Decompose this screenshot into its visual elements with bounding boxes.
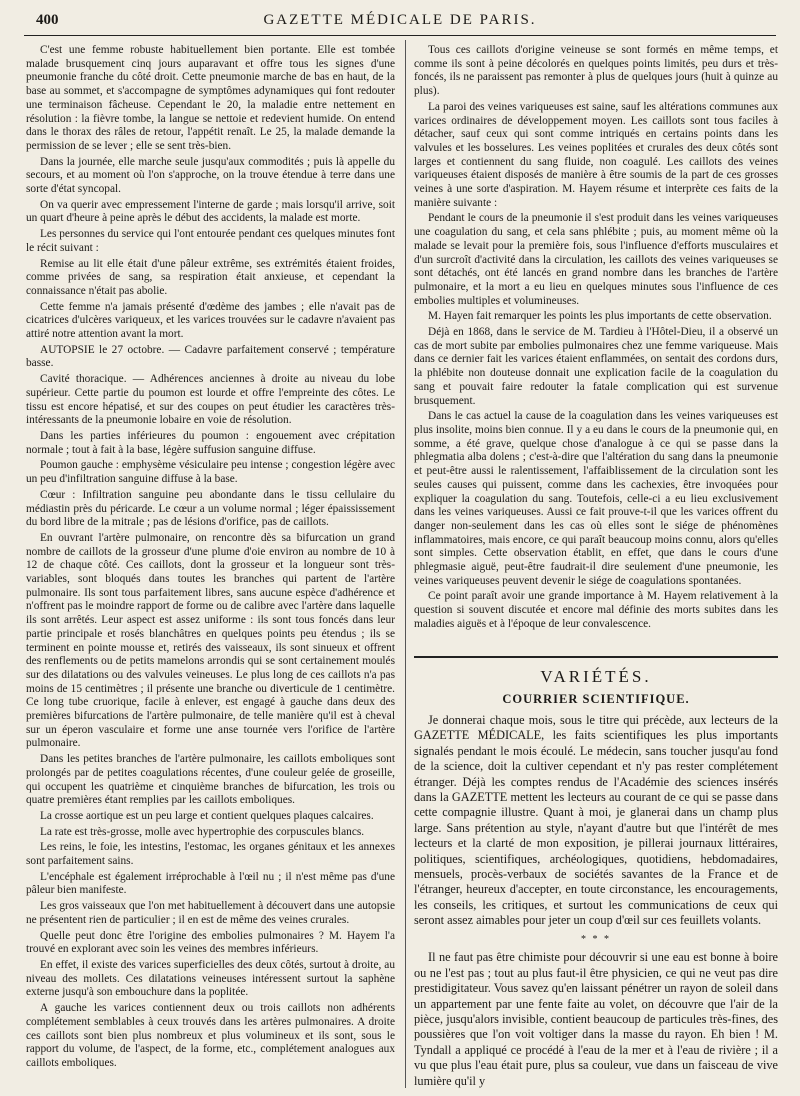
right-column (414, 44, 778, 1090)
paragraph: Les reins, le foie, les intestins, l'estomac, les organes génitaux et les annexes sont parfaitement sains. (26, 841, 395, 868)
paragraph: Dans les petites branches de l'artère pulmonaire, les caillots emboliques sont prolongés par de petites coagulations récentes, d'une couleur gelée de groseille, qui occupent les quatrième et cinquième branches de bifurcation, les trois ou quatre premières étant remplies par les caillots emboliques. (26, 753, 395, 807)
page-header (24, 8, 776, 34)
paragraph: La paroi des veines variqueuses est saine, sauf les altérations communes aux varices ordinaires de développement moyen. Les caillots sont tous faciles à détacher, sauf ceux qui sont comme intriqués en certains points dans les valvules et les bosselures. Les veines poplitées et crurales des deux côtés sont larges et contiennent du sang fluide, non coagulé. Les caillots des veines variqueuses étaient disposés de manière à être soumis de la part de ces grosses veines à une sorte d'aspiration. M. Hayem résume et interprète ces faits de la manière suivante : (414, 100, 778, 209)
paragraph: On va querir avec empressement l'interne de garde ; mais lorsqu'il arrive, soit un quart d'heure à peine après le début des accidents, la malade est morte. (26, 198, 395, 225)
journal-title: GAZETTE MÉDICALE DE PARIS. (263, 12, 537, 28)
paragraph: Cavité thoracique. — Adhérences anciennes à droite au niveau du lobe supérieur. Cette partie du poumon est lourde et offre l'empreinte des côtes. Le tissu est encore hépatisé, et sur des coupes on peut étudier les caractères très-intéressants de la pneumonie lobaire en voie de résolution. (26, 373, 395, 427)
paragraph: Il ne faut pas être chimiste pour découvrir si une eau est bonne à boire ou ne l'est pas ; tout au plus faut-il être physicien, ce qui ne veut pas dire prestidigitateur. Vous savez qu'en laissant pénétrer un rayon de soleil dans un appartement par une fente faite au volet, on découvre que l'air de la pièce, jusqu'alors invisible, contient beaucoup de particules très-fines, des poussières que l'on voit voltiger dans la masse du rayon. Eh bien ! M. Tyndall a appliqué ce procédé à l'eau de la mer et à l'eau de rivière ; il a vu que plus l'eau était pure, plus sa couleur, vue dans un faisceau de vive lumière qu'il y (414, 950, 778, 1088)
paragraph: Quelle peut donc être l'origine des embolies pulmonaires ? M. Hayem l'a trouvé en explorant avec soin les veines des membres inférieurs. (26, 929, 395, 956)
paragraph: AUTOPSIE le 27 octobre. — Cadavre parfaitement conservé ; température basse. (26, 343, 395, 370)
section-rule (414, 656, 778, 658)
column-divider (405, 40, 406, 1088)
paragraph: Déjà en 1868, dans le service de M. Tardieu à l'Hôtel-Dieu, il a observé un cas de mort subite par embolies pulmonaires chez une femme variqueuse. Mais dans ce dernier fait les varices étaient enflammées, on sentait des cordons durs, la phlébite non douteuse donnait une explication facile de la coagulation du sang et pouvait faire redouter la fatale complication qui est survenue brusquement. (414, 326, 778, 407)
left-column (26, 44, 395, 1090)
paragraph: Dans le cas actuel la cause de la coagulation dans les veines variqueuses est plus insolite, moins bien connue. Il y a eu dans le cours de la pneumonie qui, en somme, a été grave, quelque chose d'analogue à ce qui se passe dans la phlegmatia alba dolens ; c'est-à-dire que l'altération du sang dans la pneumonie et peut-être aussi le ralentissement, l'affaiblissement de la circulation sont les seules causes qui puissent, comme dans les cachexies, être invoquées pour expliquer la coagulation du sang. Toutefois, celle-ci a eu lieu exclusivement dans les veines variqueuses. Aussi ce fait prouve-t-il que les varices offrent du danger non-seulement dans les cas où elles sont le siége de phénomènes inflammatoires, mais encore, ce qui paraît beaucoup moins connu, alors qu'elles sont simples. Cette observation établit, en effet, que dans le cours d'une phlegmasie aiguë, peut-être faudrait-il dire seulement d'une pneumonie, les veines variqueuses peuvent devenir le siége de coagulations spontanées. (414, 410, 778, 587)
paragraph: Dans les parties inférieures du poumon : engouement avec crépitation normale ; tout à fait à la base, légère suffusion sanguine diffuse. (26, 429, 395, 456)
paragraph: Poumon gauche : emphysème vésiculaire peu intense ; congestion légère avec un peu d'infiltration sanguine diffuse à la base. (26, 459, 395, 486)
paragraph: La rate est très-grosse, molle avec hypertrophie des corpuscules blancs. (40, 825, 365, 838)
section-title: VARIÉTÉS. (540, 666, 652, 686)
paragraph: Dans la journée, elle marche seule jusqu'aux commodités ; puis là appelle du secours, et au moment où l'on s'approche, on la trouve étendue à terre dans une sorte d'état syncopal. (26, 155, 395, 196)
header-rule (24, 35, 776, 36)
paragraph: Les personnes du service qui l'ont entourée pendant ces quelques minutes font le récit suivant : (26, 228, 395, 254)
varietes-section (414, 666, 778, 1089)
paragraph: C'est une femme robuste habituellement bien portante. Elle est tombée malade brusquement cinq jours auparavant et offre tous les signes d'une pneumonie franche du côté droit. Cette pneumonie marche de bas en haut, de la base au sommet, et s'accompagne de symptômes adynamiques qui font redouter une terminaison fâcheuse. Cependant le 20, la maladie entre nettement en résolution : la fièvre tombe, la langue se nettoie et redevient humide. On entend dans le thorax des râles de retour, l'appétit renaît. Le 25, la malade demande la permission de se lever ; elle se sent très-bien. (26, 44, 395, 152)
paragraph: Pendant le cours de la pneumonie il s'est produit dans les veines variqueuses une coagulation du sang, et cela sans phlébite ; puis, au moment même où la malade se levait pour la première fois, sous l'influence d'efforts musculaires et d'un surcroît d'activité dans la circulation, les caillots des veines variqueuses se sont détachés, ont été lancés en grand nombre dans les branches de l'artère pulmonaire, et la mort a eu lieu en quelques minutes sous l'influence de ces embolies multiples et volumineuses. (414, 212, 778, 307)
paragraph: Tous ces caillots d'origine veineuse se sont formés en même temps, et comme ils sont à peine décolorés en quelques points limités, peu durs et très-foncés, ils ne paraissent pas remonter à plus de quelques jours (huit à quinze au plus). (414, 44, 778, 98)
paragraph: Cette femme n'a jamais présenté d'œdème des jambes ; elle n'avait pas de cicatrices d'ulcères variqueux, et les varices trouvées sur le cadavre n'avaient pas attiré notre attention avant la mort. (26, 300, 395, 341)
paragraph: Ce point paraît avoir une grande importance à M. Hayem relativement à la question si souvent discutée et encore mal définie des morts subites dans les maladies aiguës et à l'époque de leur convalescence. (414, 590, 778, 630)
paragraph: Je donnerai chaque mois, sous le titre qui précède, aux lecteurs de la GAZETTE MÉDICALE, les faits scientifiques les plus importants signalés pendant le mois écoulé. Le médecin, sans toucher jusqu'au fond de la science, doit la cultiver cependant et n'y pas rester complétement étranger. Déjà les comptes rendus de l'Académie des sciences insérés dans la GAZETTE mettent les lecteurs au courant de ce qui se passe dans cette compagnie illustre. Quant à moi, je glanerai dans un champ plus large. Sans prétention au style, n'ayant d'autre but que l'intérêt de mes lecteurs et la clarté de mon exposition, je pillerai journaux littéraires, politiques, scientifiques, archéologiques, quotidiens, hebdomadaires, mensuels, procès-verbaux de sociétés savantes de la France et de l'étranger, heureux d'accepter, en toute circonstance, les encouragements, les conseils, les critiques, et surtout les communications de ceux qui seront assez aimables pour jeter un coup d'œil sur ces feuillets volants. (414, 712, 778, 928)
paragraph: A gauche les varices contiennent deux ou trois caillots non adhérents complétement semblables à ceux trouvés dans les artères pulmonaires. A droite ces caillots sont bien plus nombreux et plus volumineux et ils sont, sous le rapport du volume, de l'aspect, de la forme, etc., complétement analogues aux caillots emboliques. (26, 1002, 395, 1069)
paragraph: La crosse aortique est un peu large et contient quelques plaques calcaires. (40, 809, 374, 822)
asterism-separator: * * * (581, 933, 611, 945)
paragraph: M. Hayen fait remarquer les points les plus importants de cette observation. (428, 310, 772, 323)
page-number: 400 (36, 12, 59, 28)
paragraph: En ouvrant l'artère pulmonaire, on rencontre dès sa bifurcation un grand nombre de caillots de la grosseur d'une plume d'oie environ au nombre de 10 à 12 de chaque côté. Ces caillots, dont la grosseur et la longueur sont très-variables, sont bloqués dans toutes les branches qui partent de l'artère pulmonaire. Ils sont tous parfaitement libres, sans aucune espèce d'adhérence et n'offrent pas le moindre rapport de forme ou de calibre avec l'artère dans laquelle ils sont arrêtés. Leur aspect est assez uniforme : ils sont tous foncés dans leur partie principale et rosés blanchâtres en quelques points peu étendus ; ils se terminent en pointe mousse et, retirés des vaisseaux, ils sont sinueux et offrent des renflements ou de petits mamelons arrondis qui se sont certainement moulés sur des dilatations ou des valvules veineuses. Le plus long de ces caillots n'a pas moins de 15 centimètres ; il présente une branche ou diverticule de 1 centimètre. Ce long tube cruorique, facile à enlever, est engagé à gauche dans deux des premières bifurcations de l'artère pulmonaire, de telle manière qu'il est à cheval sur un éperon vasculaire et forme une anse tournée vers l'orifice de l'artère pulmonaire. (26, 531, 395, 750)
paragraph: En effet, il existe des varices superficielles des deux côtés, surtout à droite, au niveau des mollets. Ces dilatations veineuses intéressent surtout la saphène externe jusqu'à son embouchure dans la poplitée. (26, 959, 395, 999)
paragraph: Les gros vaisseaux que l'on met habituellement à découvert dans une autopsie ne présentent rien de particulier ; il en est de même des veines crurales. (26, 900, 395, 926)
paragraph: Cœur : Infiltration sanguine peu abondante dans le tissu cellulaire du médiastin près du péricarde. Le cœur a un volume normal ; léger épaississement du bord libre de la mitrale ; pas de lésions d'orifice, pas de caillots. (26, 488, 395, 529)
paragraph: Remise au lit elle était d'une pâleur extrême, ses extrémités étaient froides, comme privées de sang, sa respiration était anxieuse, et cependant la connaissance n'était pas abolie. (26, 257, 395, 297)
paragraph: L'encéphale est également irréprochable à l'œil nu ; il n'est même pas d'une pâleur bien manifeste. (26, 870, 395, 897)
section-subtitle: COURRIER SCIENTIFIQUE. (502, 692, 690, 707)
